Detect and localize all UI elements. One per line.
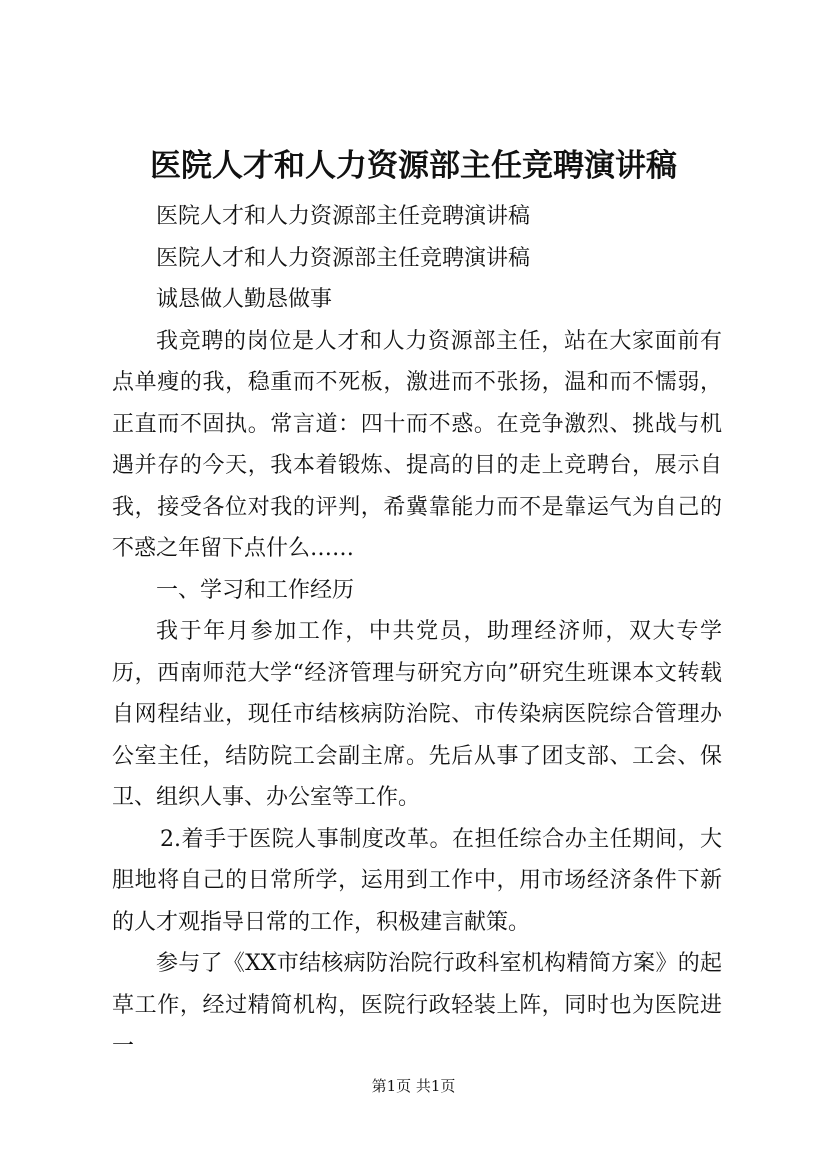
subtitle-line-1: 医院人才和人力资源部主任竞聘演讲稿: [156, 204, 531, 229]
page-number-footer: 第1页 共1页: [371, 1077, 456, 1095]
paragraph-intro: 我竞聘的岗位是人才和人力资源部主任，站在大家面前有点单瘦的我，稳重而不死板，激进而不张扬，温和而不懦弱，正直而不固执。常言道：四十而不惑。在竞争激烈、挑战与机遇并存的今天，我本着锻炼、提高的目的走上竞聘台，展示自我，接受各位对我的评判，希冀靠能力而不是靠运气为自己的不惑之年留下点什么……: [112, 328, 722, 561]
motto-line: 诚恳做人勤恳做事: [156, 287, 333, 312]
paragraph-reform: 2.着手于医院人事制度改革。在担任综合办主任期间，大胆地将自己的日常所学，运用到工作中，用市场经济条件下新的人才观指导日常的工作，积极建言献策。: [112, 826, 722, 935]
subtitle-line-2: 医院人才和人力资源部主任竞聘演讲稿: [156, 245, 531, 271]
paragraph-participation: 参与了《XX市结核病防治院行政科室机构精简方案》的起草工作，经过精简机构，医院行政轻装上阵，同时也为医院进一: [112, 951, 722, 1059]
document-body: [112, 196, 722, 1068]
paragraph-experience: 我于年月参加工作，中共党员，助理经济师，双大专学历，西南师范大学“经济管理与研究方向”研究生班课本文转载自网程结业，现任市结核病防治院、市传染病医院综合管理办公室主任，结防院工会副主席。先后从事了团支部、工会、保卫、组织人事、办公室等工作。: [112, 619, 722, 810]
section-heading-experience: 一、学习和工作经历: [156, 577, 355, 603]
document-title: 医院人才和人力资源部主任竞聘演讲稿: [150, 148, 677, 184]
